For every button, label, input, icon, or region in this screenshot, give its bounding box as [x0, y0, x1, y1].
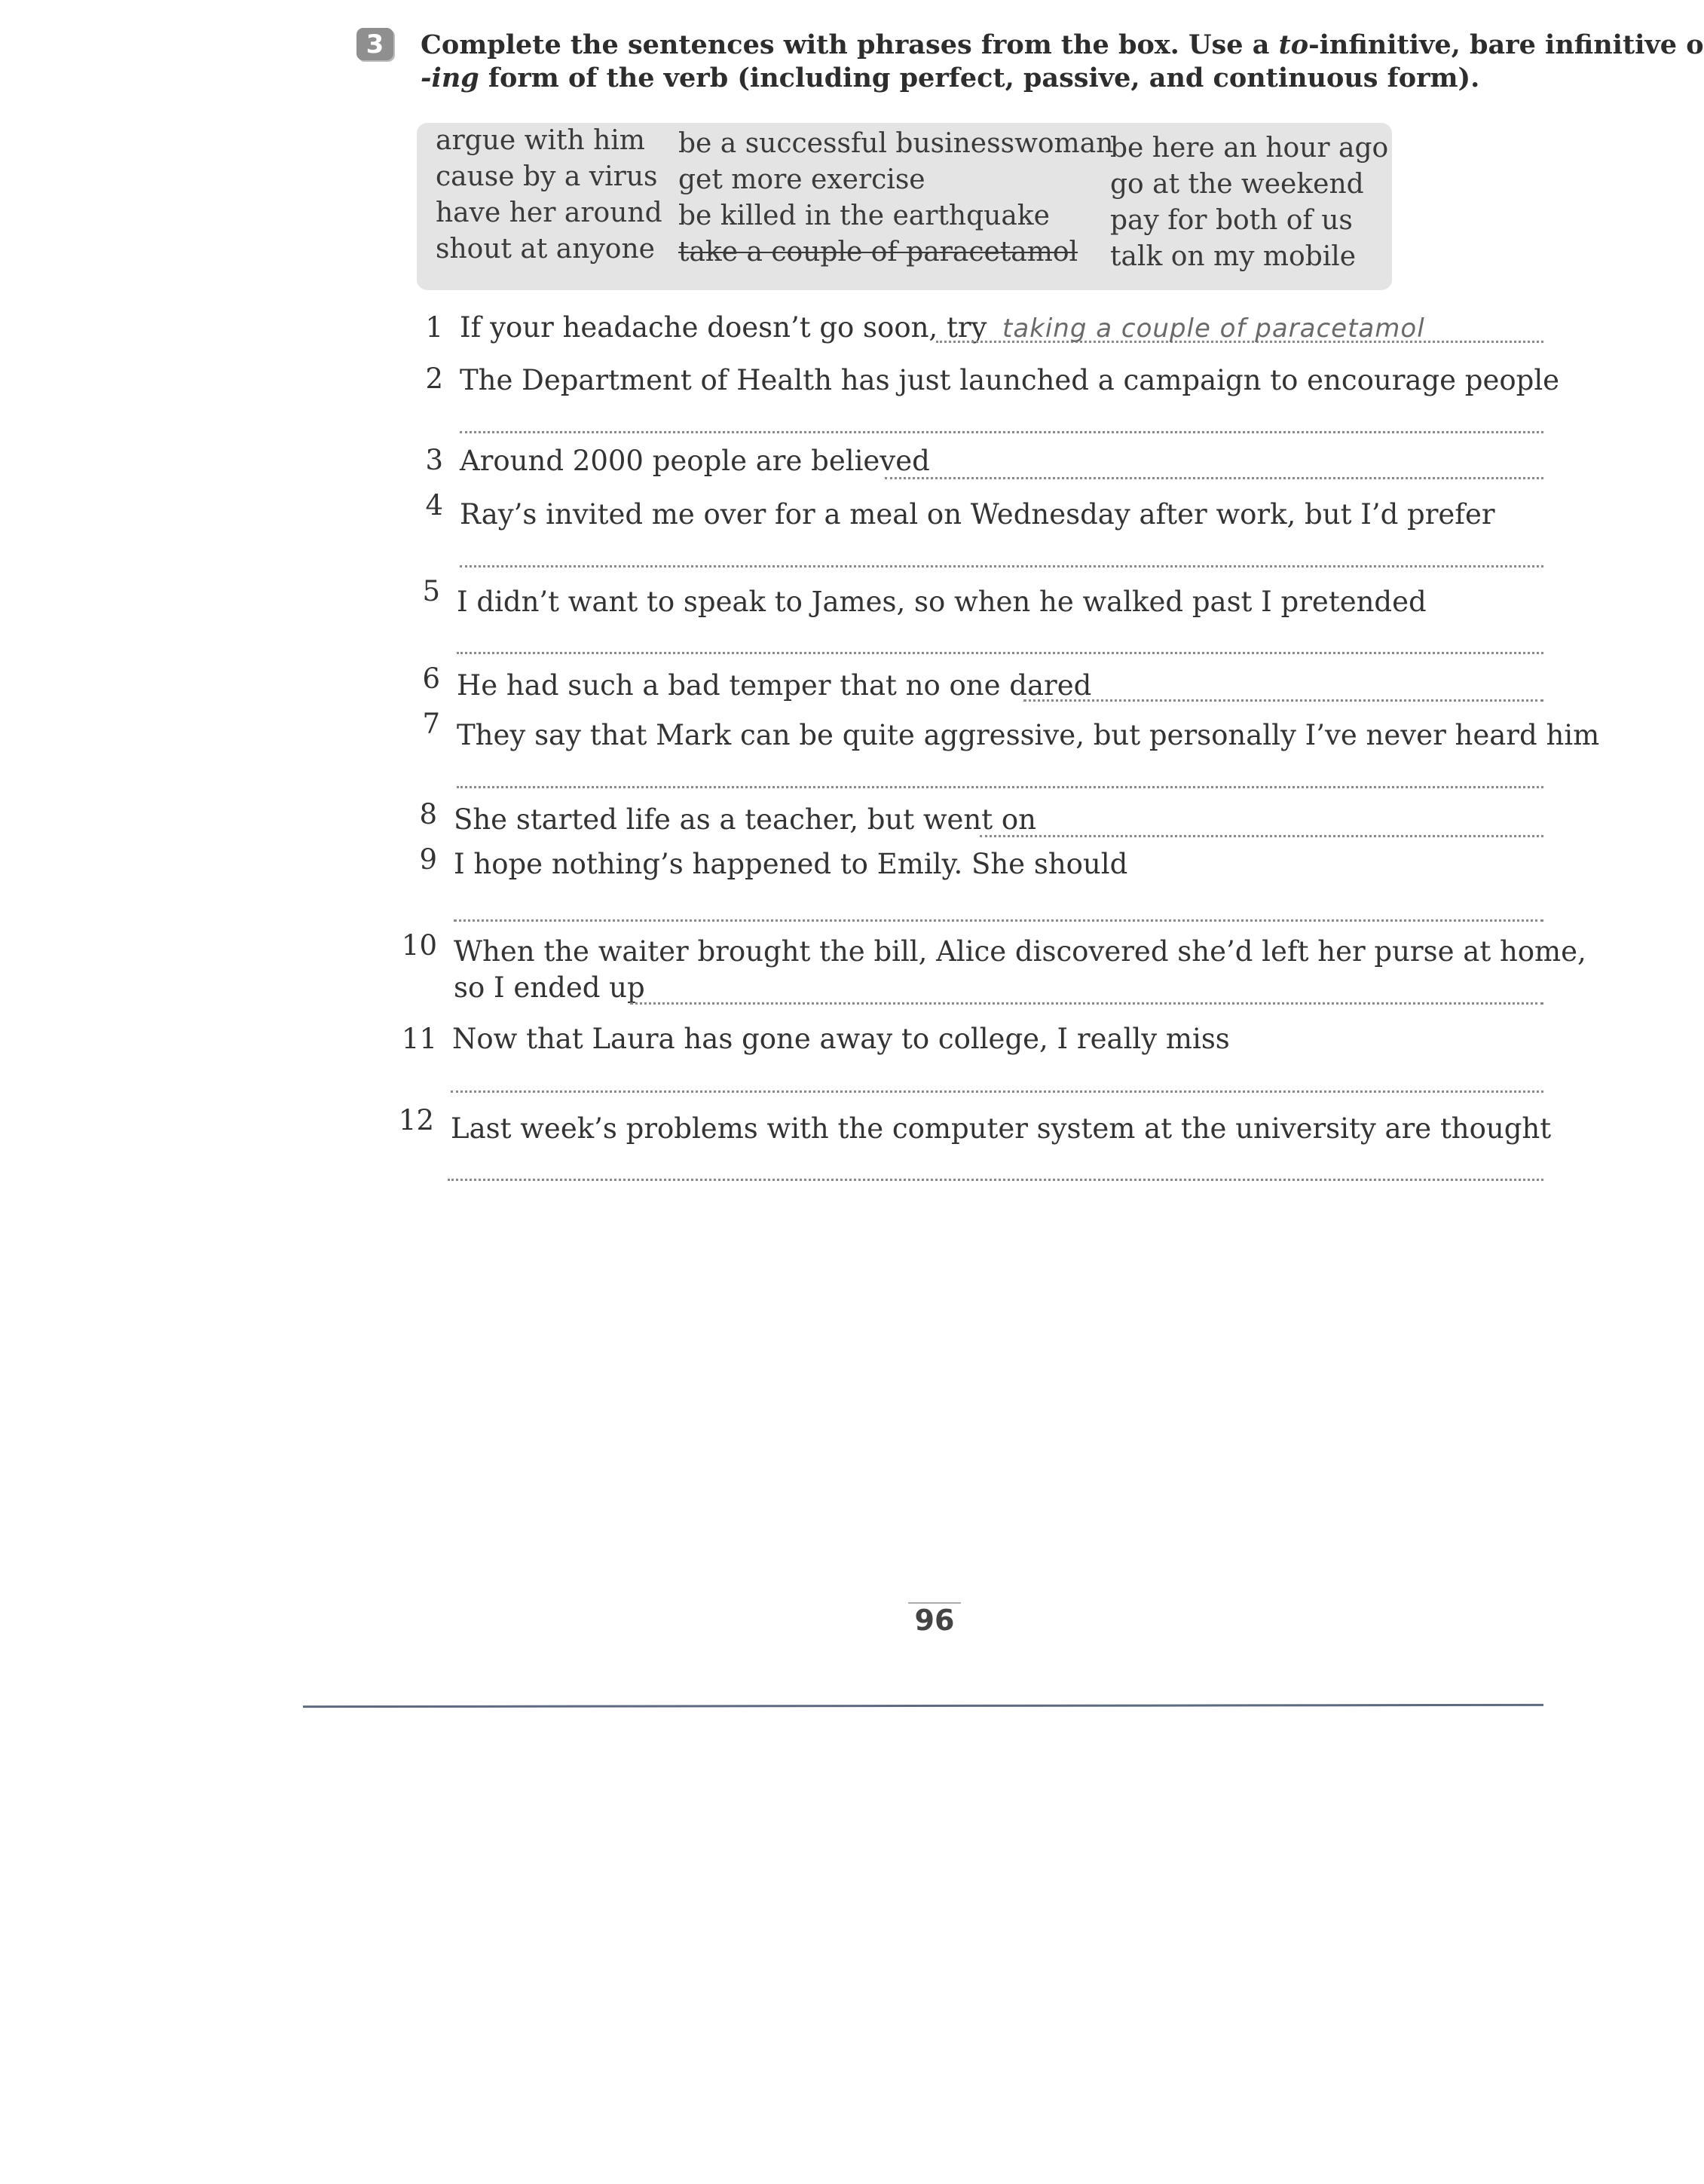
item-sentence: I hope nothing’s happened to Emily. She should — [454, 848, 1128, 880]
item-number: 12 — [398, 1104, 434, 1136]
instructions-line-1: Complete the sentences with phrases from the box. Use a to-infinitive, bare infinitive o — [421, 29, 1704, 60]
item-number: 3 — [425, 444, 443, 476]
phrase-argue-with-him: argue with him — [436, 125, 645, 156]
item-sentence: The Department of Health has just launched a campaign to encourage people — [460, 364, 1560, 396]
answer-line — [460, 431, 1543, 433]
answer-line — [454, 919, 1543, 922]
item-number: 5 — [422, 575, 440, 607]
answer-line — [980, 835, 1543, 837]
item-number: 4 — [425, 489, 443, 522]
item-sentence: When the waiter brought the bill, Alice discovered she’d left her purse at home, — [454, 935, 1586, 968]
phrase-be-a-successful-businesswoman: be a successful businesswoman — [678, 128, 1114, 159]
item-sentence: Now that Laura has gone away to college, I really miss — [452, 1023, 1230, 1055]
phrase-have-her-around: have her around — [436, 197, 662, 228]
item-number: 6 — [422, 662, 440, 695]
answer-line — [457, 786, 1543, 788]
phrase-cause-by-a-virus: cause by a virus — [436, 161, 658, 192]
answer-line — [451, 1090, 1543, 1093]
phrase-shout-at-anyone: shout at anyone — [436, 234, 655, 265]
item-sentence: If your headache doesn’t go soon, try — [460, 311, 987, 344]
item-sentence: He had such a bad temper that no one dared — [457, 669, 1092, 702]
item-sentence: I didn’t want to speak to James, so when he walked past I pretended — [457, 586, 1427, 618]
handwritten-answer: taking a couple of paracetamol — [1002, 314, 1425, 344]
page-number: 96 — [914, 1604, 955, 1637]
bottom-rule — [303, 1704, 1543, 1708]
item-number: 11 — [401, 1023, 437, 1055]
phrase-get-more-exercise: get more exercise — [678, 164, 925, 195]
exercise-instructions — [421, 29, 1704, 95]
item-sentence: Last week’s problems with the computer system at the university are thought — [451, 1112, 1552, 1145]
item-number: 2 — [425, 362, 443, 395]
item-sentence: Around 2000 people are believed — [460, 445, 930, 477]
answer-line — [630, 1002, 1543, 1005]
exercise-number-badge: 3 — [356, 28, 393, 60]
phrase-take-a-couple-of-paracetamol-crossed-out: take a couple of paracetamol — [678, 237, 1078, 268]
answer-line — [1023, 699, 1543, 702]
answer-line — [457, 652, 1543, 654]
item-number: 9 — [419, 843, 437, 876]
item-sentence: They say that Mark can be quite aggressive, but personally I’ve never heard him — [457, 719, 1600, 751]
item-sentence-continued: so I ended up — [454, 971, 645, 1004]
item-sentence: She started life as a teacher, but went on — [454, 803, 1036, 836]
item-sentence: Ray’s invited me over for a meal on Wednesday after work, but I’d prefer — [460, 498, 1495, 531]
phrase-be-here-an-hour-ago: be here an hour ago — [1110, 133, 1389, 164]
item-number: 10 — [401, 929, 437, 962]
item-number: 7 — [422, 708, 440, 740]
phrase-pay-for-both-of-us: pay for both of us — [1110, 205, 1353, 236]
instructions-line-2: -ing form of the verb (including perfect, passive, and continuous form). — [421, 63, 1480, 93]
phrase-be-killed-in-the-earthquake: be killed in the earthquake — [678, 200, 1050, 231]
item-number: 1 — [425, 311, 443, 344]
answer-line — [448, 1179, 1543, 1181]
item-number: 8 — [419, 798, 437, 830]
phrase-talk-on-my-mobile: talk on my mobile — [1110, 241, 1357, 272]
answer-line — [885, 477, 1543, 479]
answer-line — [460, 565, 1543, 567]
phrase-go-at-the-weekend: go at the weekend — [1110, 169, 1364, 200]
